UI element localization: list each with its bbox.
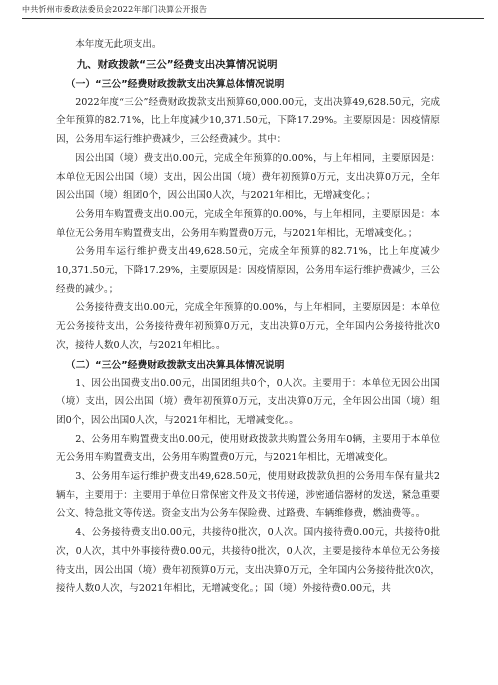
detail-reception: 4、公务接待费支出0.00元，共接待0批次，0人次。国内接待费0.00元，共接待0批次，0人次，其中外事接待费0.00元，共接待0批次，0人次，主要是接待本单位无公务接待支出，因公出国（境）费年初预算0万元，支出决算0万元，全年国内公务接待批次0次，接待人数0人次，与2021年相比，无增减变化。；国（境）外接待费0.00元，共 <box>56 527 440 595</box>
section-nine-heading: 九、财政拨款“三公”经费支出决算情况说明 <box>76 58 278 71</box>
subsection-overall-heading: （一）“三公”经费财政拨款支出决算总体情况说明 <box>65 78 285 90</box>
subsection-detail-heading: （二）“三公”经费财政拨款支出决算具体情况说明 <box>65 359 285 371</box>
document-body <box>56 36 440 599</box>
detail-abroad: 1、因公出国费支出0.00元，出国团组共0个，0人次。主要用于：本单位无因公出国（境）支出，因公出国（境）费年初预算0万元，支出决算0万元，全年因公出国（境）组团0个，因公出国0人次，与2021年相比，无增减变化。。 <box>56 377 440 426</box>
detail-vehicle-maintenance: 3、公务用车运行维护费支出49,628.50元，使用财政拨款负担的公务用车保有量共2辆车，主要用于：主要用于单位日常保密文件及文书传递，涉密通信器材的发送，紧急重要公文、特急批文等传送。资金支出为公务车保险费、过路费、车辆维修费，燃油费等。。 <box>56 471 440 520</box>
paragraph-reception: 公务接待费支出0.00元，完成全年预算的0.00%，与上年相同，主要原因是：本单位无公务接待支出，公务接待费年初预算0万元，支出决算0万元，全年国内公务接待批次0次，接待人数0人次，与2021年相比。。 <box>56 302 440 351</box>
paragraph-vehicle-purchase: 公务用车购置费支出0.00元，完成全年预算的0.00%，与上年相同，主要原因是：本单位无公务用车购置费支出，公务用车购置费0万元，与2021年相比，无增减变化。； <box>56 208 440 239</box>
paragraph-total: 2022年度“三公”经费财政拨款支出预算60,000.00元，支出决算49,628.50元，完成全年预算的82.71%，比上年度减少10,371.50元，下降17.29%。主要原因是：因疫情原因，公务用车运行维护费减少，三公经费减少。其中： <box>56 96 440 146</box>
paragraph-intro: 本年度无此项支出。 <box>75 39 162 50</box>
document-header: 中共忻州市委政法委员会2022年部门决算公开报告 <box>22 5 208 14</box>
paragraph-abroad: 因公出国（境）费支出0.00元，完成全年预算的0.00%，与上年相同，主要原因是：本单位无因公出国（境）支出，因公出国（境）费年初预算0万元，支出决算0万元，全年因公出国（境）组团0个，因公出国0人次，与2021年相比，无增减变化。； <box>56 152 440 202</box>
paragraph-vehicle-maintenance: 公务用车运行维护费支出49,628.50元，完成全年预算的82.71%，比上年度减少10,371.50元，下降17.29%，主要原因是：因疫情原因，公务用车运行维护费减少，三公经费的减少。； <box>56 246 440 295</box>
detail-vehicle-purchase: 2、公务用车购置费支出0.00元，使用财政拨款共购置公务用车0辆，主要用于本单位无公务用车购置费支出，公务用车购置费0万元，与2021年相比，无增减变化。 <box>56 433 440 464</box>
header-rule <box>22 18 484 19</box>
